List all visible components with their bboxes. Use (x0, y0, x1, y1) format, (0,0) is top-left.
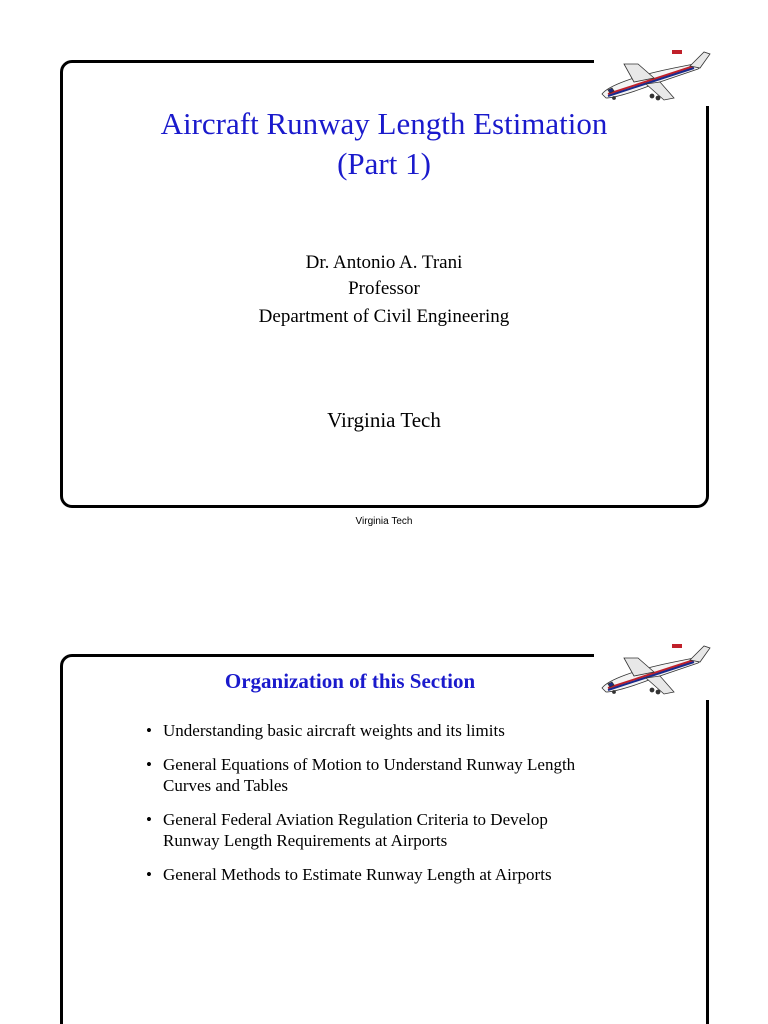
airplane-icon (594, 644, 712, 700)
airplane-drawing (602, 644, 710, 694)
section-title: Organization of this Section (224, 669, 476, 693)
list-item (146, 809, 646, 851)
author-name: Dr. Antonio A. Trani (305, 252, 463, 273)
page-footer: Virginia Tech (355, 516, 413, 527)
bullet-icon: • (146, 810, 152, 829)
list-item-text: Understanding basic aircraft weights and its limits (163, 721, 505, 740)
airplane-drawing (602, 50, 710, 100)
author-department: Department of Civil Engineering (258, 306, 510, 327)
list-item-text: General Federal Aviation Regulation Criteria to Develop Runway Length Requirements at Airports (163, 810, 548, 850)
slide-title-line-1: Aircraft Runway Length Estimation (160, 106, 608, 141)
list-item-text: General Methods to Estimate Runway Length at Airports (163, 865, 552, 884)
bullet-icon: • (146, 865, 152, 884)
list-item (146, 720, 646, 741)
list-item (146, 864, 646, 885)
bullet-icon: • (146, 721, 152, 740)
airplane-icon (594, 50, 712, 106)
bullet-list (146, 720, 646, 898)
list-item-text: General Equations of Motion to Understand Runway Length Curves and Tables (163, 755, 576, 795)
list-item (146, 754, 646, 796)
bullet-icon: • (146, 755, 152, 774)
institution-name: Virginia Tech (327, 408, 441, 432)
author-role: Professor (348, 278, 420, 299)
slide-title-line-2: (Part 1) (337, 146, 431, 181)
